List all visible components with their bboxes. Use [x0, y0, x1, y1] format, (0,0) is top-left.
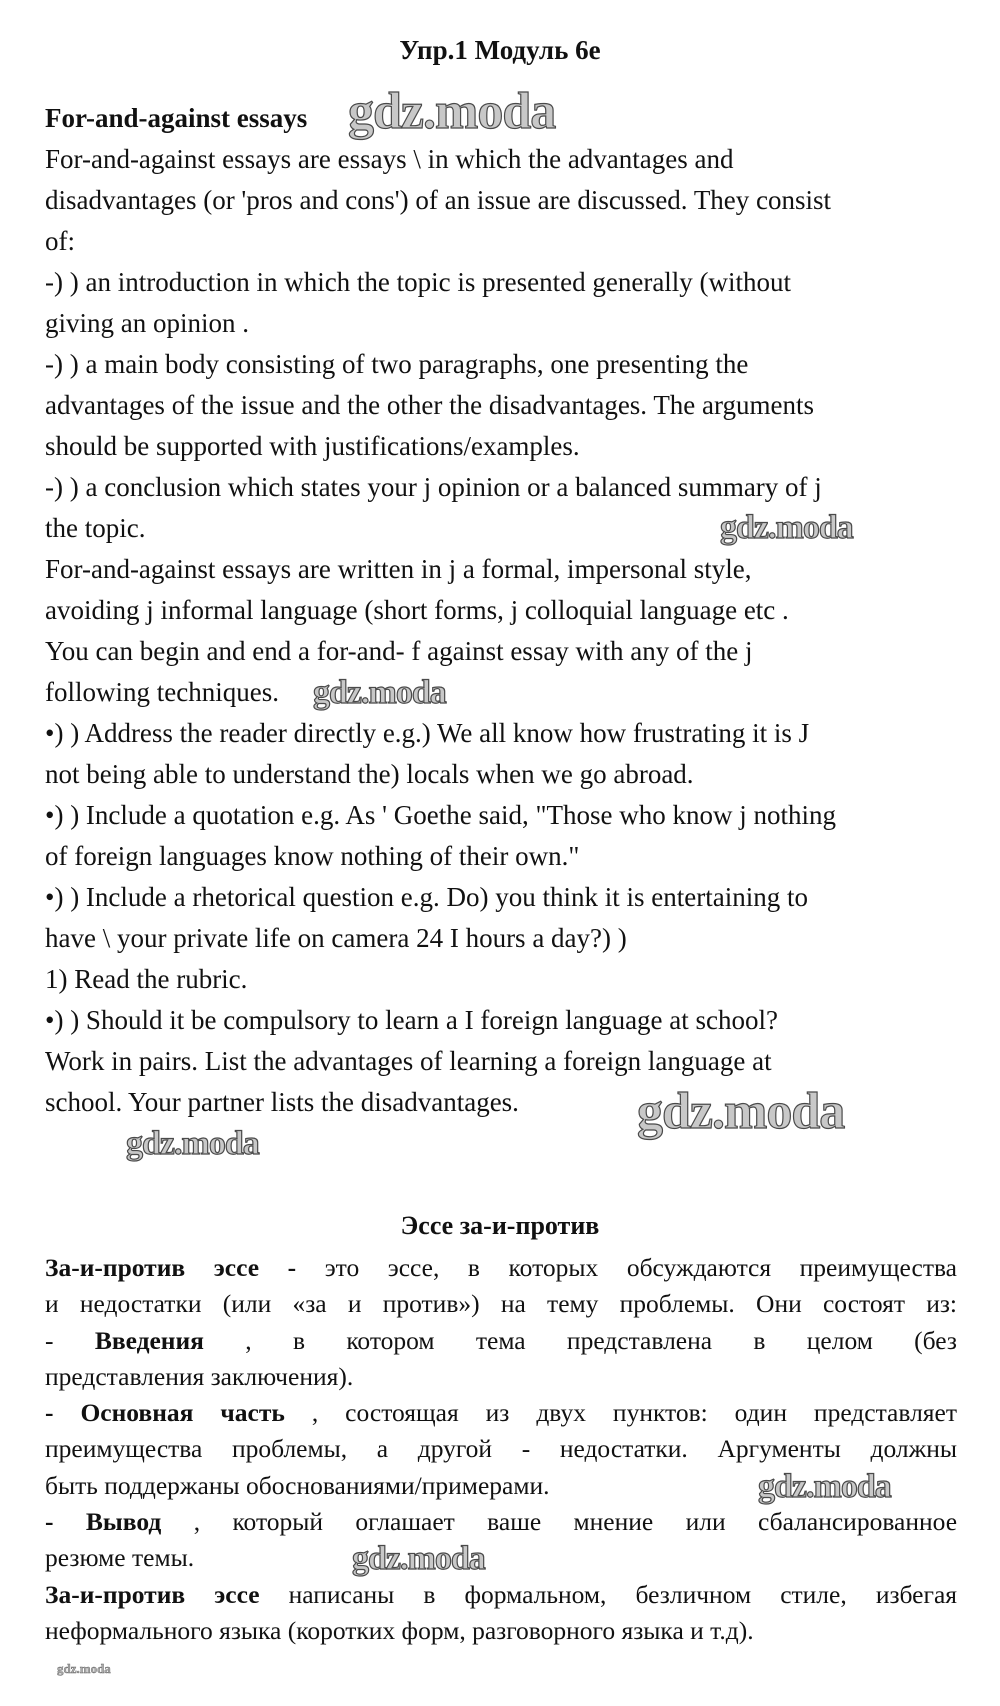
text-line: giving an opinion .	[45, 308, 249, 338]
text-line: •) ) Address the reader directly e.g.) We all know how frustrating it is J	[45, 718, 810, 748]
text: , в котором тема представлена в целом (без	[203, 1325, 957, 1355]
text-line: -) ) a conclusion which states your j opinion or a balanced summary of j	[45, 472, 822, 502]
watermark: gdz.moda	[57, 1661, 111, 1676]
text-line: For-and-against essays are essays \ in which the advantages and	[45, 144, 734, 174]
text-line: avoiding j informal language (short forms, j colloquial language etc .	[45, 595, 789, 625]
text-line: представления заключения).	[45, 1361, 354, 1391]
text-line: резюме темы.	[45, 1543, 195, 1573]
watermark: gdz.moda	[348, 83, 556, 140]
text-line	[45, 1395, 957, 1431]
russian-text	[45, 1250, 957, 1649]
text-line: For-and-against essays are written in j a formal, impersonal style,	[45, 554, 752, 584]
text: , который оглашает ваше мнение или сбалансированное	[161, 1507, 958, 1537]
text-line: the topic.	[45, 513, 146, 543]
text-line	[45, 1323, 957, 1359]
text-line: not being able to understand the) locals when we go abroad.	[45, 759, 694, 789]
text-line: You can begin and end a for-and- f against essay with any of the j	[45, 636, 753, 666]
russian-title: Эссе за-и-против	[400, 1211, 600, 1240]
bold-term: - Основная часть	[45, 1398, 285, 1428]
text: -	[45, 1325, 95, 1355]
text-line: should be supported with justifications/examples.	[45, 431, 580, 461]
text: , состоящая из двух пунктов: один представляет	[284, 1398, 957, 1428]
text-line: неформального языка (коротких форм, разговорного языка и т.д).	[45, 1615, 754, 1645]
text-line	[45, 1250, 957, 1286]
text-line: of foreign languages know nothing of their own."	[45, 841, 580, 871]
text-line: advantages of the issue and the other the disadvantages. The arguments	[45, 390, 815, 420]
watermark: gdz.moda	[720, 509, 853, 546]
bold-term: - Вывод	[45, 1507, 162, 1537]
text-line: school. Your partner lists the disadvantages.	[45, 1087, 519, 1117]
text-line: of:	[45, 226, 75, 256]
english-text	[45, 139, 960, 1123]
text-line: •) ) Should it be compulsory to learn a I foreign language at school?	[45, 1005, 778, 1035]
text-line: following techniques.	[45, 677, 279, 707]
text-line: disadvantages (or 'pros and cons') of an issue are discussed. They consist	[45, 185, 832, 215]
text-line: быть поддержаны обоснованиями/примерами.	[45, 1470, 550, 1500]
text-line: •) ) Include a rhetorical question e.g. Do) you think it is entertaining to	[45, 882, 809, 912]
watermark: gdz.moda	[313, 674, 446, 711]
text: это эссе, в которых обсуждаются преимущества	[296, 1253, 957, 1282]
text-line: и недостатки (или «за и против») на тему проблемы. Они состоят из:	[45, 1289, 957, 1319]
text-line: -) ) an introduction in which the topic is presented generally (without	[45, 267, 792, 297]
bold-term: Введения	[94, 1325, 204, 1355]
text-line: 1) Read the rubric.	[45, 964, 248, 994]
text-line: have \ your private life on camera 24 I hours a day?) )	[45, 923, 627, 953]
text: написаны в формальном, безличном стиле, избегая	[259, 1579, 957, 1609]
page-title: Упр.1 Модуль 6е	[399, 35, 601, 65]
bold-term: За-и-против эссе	[45, 1579, 260, 1609]
watermark: gdz.moda	[126, 1125, 259, 1162]
watermark: gdz.moda	[352, 1540, 485, 1577]
text-line	[45, 1504, 957, 1540]
text-line: преимущества проблемы, а другой - недостатки. Аргументы должны	[45, 1434, 957, 1464]
text-line: -) ) a main body consisting of two paragraphs, one presenting the	[45, 349, 749, 379]
bold-term: За-и-против эссе -	[45, 1253, 297, 1282]
text-line	[45, 1577, 957, 1613]
text-line: •) ) Include a quotation e.g. As ' Goethe said, "Those who know j nothing	[45, 800, 836, 830]
text-line: Work in pairs. List the advantages of learning a foreign language at	[45, 1046, 772, 1076]
watermark: gdz.moda	[758, 1468, 891, 1505]
section-heading: For-and-against essays	[45, 103, 308, 133]
watermark: gdz.moda	[637, 1083, 845, 1140]
